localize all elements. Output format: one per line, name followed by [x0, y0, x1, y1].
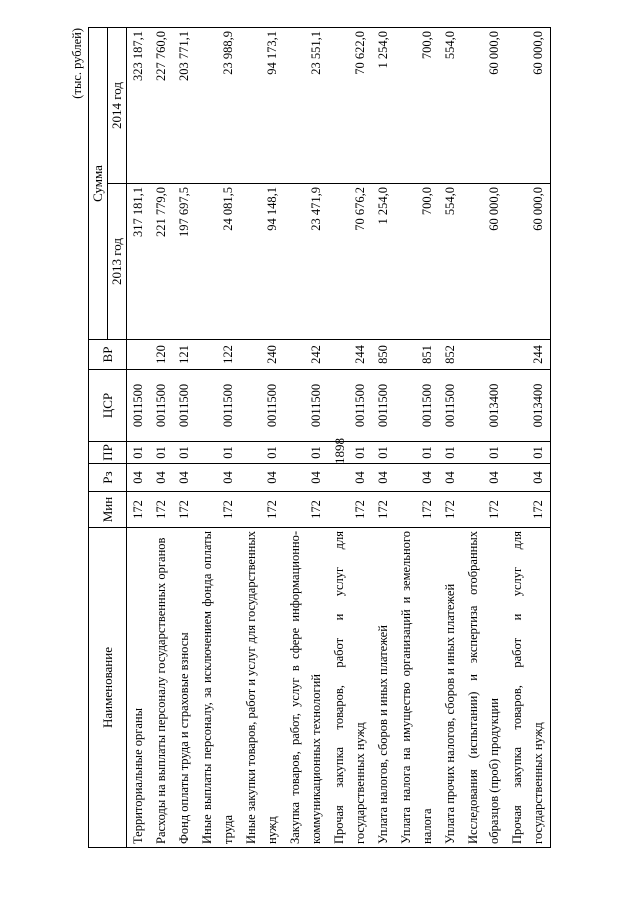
cell-vr: 852 — [439, 340, 462, 370]
units-label: (тыс. рублей) — [70, 28, 84, 99]
cell-pr: 01 — [439, 442, 462, 464]
header-2013: 2013 год — [108, 184, 127, 340]
table-body — [127, 28, 551, 848]
cell-y2014: 23 551,1 — [284, 28, 328, 184]
cell-rz: 04 — [439, 464, 462, 492]
cell-min: 172 — [173, 492, 196, 528]
budget-table — [88, 27, 551, 848]
cell-min: 172 — [196, 492, 240, 528]
cell-rz: 04 — [328, 464, 372, 492]
cell-name: Уплата налога на имущество организаций и земельного налога — [395, 528, 439, 848]
cell-csr: 0011500 — [439, 370, 462, 442]
header-2014: 2014 год — [108, 28, 127, 184]
cell-pr: 01 — [150, 442, 173, 464]
table-row — [173, 28, 196, 848]
table-row — [462, 28, 506, 848]
cell-y2013: 317 181,1 — [127, 184, 151, 340]
cell-name: Уплата налогов, сборов и иных платежей — [372, 528, 395, 848]
cell-csr: 0011500 — [328, 370, 372, 442]
table-row — [240, 28, 284, 848]
cell-y2013: 60 000,0 — [506, 184, 551, 340]
cell-y2013: 221 779,0 — [150, 184, 173, 340]
cell-y2013: 24 081,5 — [196, 184, 240, 340]
cell-min: 172 — [284, 492, 328, 528]
cell-vr: 242 — [284, 340, 328, 370]
header-min: Мин — [89, 492, 127, 528]
cell-csr: 0011500 — [372, 370, 395, 442]
cell-csr: 0013400 — [462, 370, 506, 442]
cell-y2014: 1 254,0 — [372, 28, 395, 184]
cell-y2013: 70 676,2 — [328, 184, 372, 340]
cell-pr: 01 — [395, 442, 439, 464]
cell-y2014: 70 622,0 — [328, 28, 372, 184]
cell-y2013: 1 254,0 — [372, 184, 395, 340]
table-row — [328, 28, 372, 848]
cell-pr: 01 — [372, 442, 395, 464]
table-row — [395, 28, 439, 848]
cell-y2014: 60 000,0 — [462, 28, 506, 184]
cell-min: 172 — [462, 492, 506, 528]
cell-csr: 0011500 — [173, 370, 196, 442]
budget-table-rotated — [70, 28, 545, 848]
cell-rz: 04 — [506, 464, 551, 492]
cell-vr: 122 — [196, 340, 240, 370]
cell-y2013: 23 471,9 — [284, 184, 328, 340]
cell-name: Исследования (испытании) и экспертиза отобранных образцов (проб) продукции — [462, 528, 506, 848]
cell-rz: 04 — [372, 464, 395, 492]
cell-vr: 244 — [506, 340, 551, 370]
cell-pr: 01 — [196, 442, 240, 464]
header-csr: ЦСР — [89, 370, 127, 442]
cell-y2014: 323 187,1 — [127, 28, 151, 184]
cell-name: Прочая закупка товаров, работ и услуг для государственных нужд — [506, 528, 551, 848]
cell-vr: 244 — [328, 340, 372, 370]
table-row — [284, 28, 328, 848]
page-number: 1898 — [332, 438, 347, 464]
cell-y2013: 94 148,1 — [240, 184, 284, 340]
cell-rz: 04 — [240, 464, 284, 492]
cell-name: Расходы на выплаты персоналу государственных органов — [150, 528, 173, 848]
table-row — [506, 28, 551, 848]
cell-pr: 01 — [462, 442, 506, 464]
cell-name: Уплата прочих налогов, сборов и иных платежей — [439, 528, 462, 848]
cell-pr: 01 — [240, 442, 284, 464]
header-name: Наименование — [89, 528, 127, 848]
cell-vr — [462, 340, 506, 370]
cell-y2013: 700,0 — [395, 184, 439, 340]
table-row — [196, 28, 240, 848]
cell-min: 172 — [439, 492, 462, 528]
table-row — [372, 28, 395, 848]
cell-rz: 04 — [127, 464, 151, 492]
cell-name: Территориальные органы — [127, 528, 151, 848]
header-sum: Сумма — [89, 28, 108, 340]
cell-pr: 01 — [506, 442, 551, 464]
cell-y2014: 23 988,9 — [196, 28, 240, 184]
cell-rz: 04 — [196, 464, 240, 492]
cell-vr: 851 — [395, 340, 439, 370]
cell-name: Фонд оплаты труда и страховые взносы — [173, 528, 196, 848]
cell-name: Закупка товаров, работ, услуг в сфере информационно-коммуникационных технологий — [284, 528, 328, 848]
cell-csr: 0011500 — [284, 370, 328, 442]
cell-csr: 0011500 — [127, 370, 151, 442]
cell-vr: 121 — [173, 340, 196, 370]
cell-min: 172 — [372, 492, 395, 528]
table-row — [127, 28, 151, 848]
cell-y2013: 197 697,5 — [173, 184, 196, 340]
cell-vr — [127, 340, 151, 370]
cell-y2013: 554,0 — [439, 184, 462, 340]
cell-min: 172 — [150, 492, 173, 528]
cell-y2014: 227 760,0 — [150, 28, 173, 184]
cell-min: 172 — [395, 492, 439, 528]
cell-name: Иные выплаты персоналу, за исключением фонда оплаты труда — [196, 528, 240, 848]
cell-rz: 04 — [150, 464, 173, 492]
header-row — [89, 28, 108, 848]
table-row — [150, 28, 173, 848]
cell-pr: 01 — [127, 442, 151, 464]
cell-y2014: 203 771,1 — [173, 28, 196, 184]
cell-name: Прочая закупка товаров, работ и услуг для государственных нужд — [328, 528, 372, 848]
header-rz: Рз — [89, 464, 127, 492]
cell-csr: 0011500 — [150, 370, 173, 442]
cell-vr: 240 — [240, 340, 284, 370]
cell-rz: 04 — [284, 464, 328, 492]
cell-vr: 120 — [150, 340, 173, 370]
cell-min: 172 — [240, 492, 284, 528]
cell-rz: 04 — [462, 464, 506, 492]
cell-y2014: 554,0 — [439, 28, 462, 184]
cell-csr: 0011500 — [240, 370, 284, 442]
header-vr: ВР — [89, 340, 127, 370]
cell-pr: 01 — [284, 442, 328, 464]
cell-y2014: 94 173,1 — [240, 28, 284, 184]
cell-y2013: 60 000,0 — [462, 184, 506, 340]
cell-csr: 0011500 — [196, 370, 240, 442]
table-row — [439, 28, 462, 848]
cell-min: 172 — [127, 492, 151, 528]
cell-rz: 04 — [173, 464, 196, 492]
cell-min: 172 — [328, 492, 372, 528]
cell-min: 172 — [506, 492, 551, 528]
cell-pr: 01 — [328, 442, 372, 464]
cell-name: Иные закупки товаров, работ и услуг для государственных нужд — [240, 528, 284, 848]
cell-csr: 0013400 — [506, 370, 551, 442]
header-pr: ПР — [89, 442, 127, 464]
cell-rz: 04 — [395, 464, 439, 492]
cell-pr: 01 — [173, 442, 196, 464]
cell-csr: 0011500 — [395, 370, 439, 442]
cell-y2014: 700,0 — [395, 28, 439, 184]
cell-y2014: 60 000,0 — [506, 28, 551, 184]
cell-vr: 850 — [372, 340, 395, 370]
